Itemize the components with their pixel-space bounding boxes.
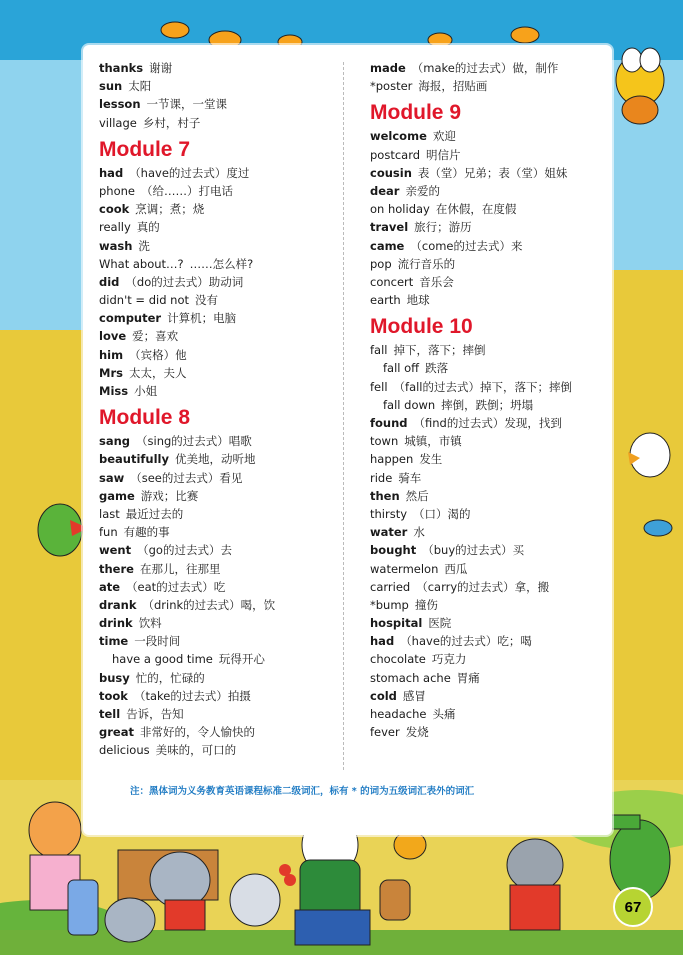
vocab-word: have a good time — [112, 652, 213, 667]
vocab-meaning: 头痛 — [432, 707, 456, 721]
vocab-meaning: 掉下，落下；摔倒 — [393, 343, 486, 358]
vocab-word: stomach ache — [370, 670, 451, 685]
vocab-entry — [370, 469, 610, 487]
vocab-meaning: （drink的过去式）喝，饮 — [142, 597, 276, 612]
vocab-entry — [370, 560, 610, 578]
vocab-meaning: 表（堂）兄弟；表（堂）姐妹 — [417, 165, 568, 180]
vocab-meaning: 西瓜 — [444, 561, 468, 576]
vocab-word: really — [99, 220, 131, 235]
vocab-meaning: 欢迎 — [432, 129, 456, 144]
vocab-word: fall — [370, 343, 388, 358]
vocab-entry — [370, 182, 610, 200]
vocab-meaning: 一节课，一堂课 — [146, 97, 228, 112]
vocab-entry — [370, 450, 610, 468]
vocab-entry — [370, 359, 610, 377]
vocab-meaning: 没有 — [194, 293, 218, 308]
vocab-word: pop — [370, 256, 392, 271]
vocab-meaning: （carry的过去式）拿，搬 — [416, 579, 550, 594]
vocab-meaning: （eat的过去式）吃 — [126, 579, 226, 594]
vocab-word: fall off — [383, 361, 420, 376]
vocab-word: computer — [99, 311, 162, 326]
vocab-word: *poster — [370, 79, 413, 94]
vocab-entry — [99, 77, 339, 95]
vocab-meaning: 骑车 — [398, 470, 422, 485]
vocab-word: didn't = did not — [99, 293, 189, 308]
vocab-meaning: 游戏；比赛 — [140, 488, 199, 503]
vocab-entry — [370, 541, 610, 559]
vocab-word: bought — [370, 543, 417, 558]
vocab-meaning: 一段时间 — [134, 634, 181, 649]
vocab-word: saw — [99, 470, 125, 485]
vocab-meaning: 地球 — [406, 293, 430, 308]
vocab-word: delicious — [99, 743, 150, 758]
vocab-entry — [99, 59, 339, 77]
vocab-meaning: 撞伤 — [414, 597, 438, 612]
vocab-meaning: 太阳 — [128, 79, 152, 94]
vocab-meaning: 明信片 — [426, 147, 461, 162]
vocab-meaning: （宾格）他 — [129, 347, 187, 362]
vocab-word: headache — [370, 707, 427, 721]
vocab-meaning: 真的 — [136, 220, 160, 235]
vocab-word: then — [370, 488, 400, 503]
vocab-entry — [370, 127, 610, 145]
column-divider — [343, 62, 344, 770]
vocab-meaning: （do的过去式）助动词 — [125, 274, 244, 289]
vocab-entry — [99, 523, 339, 541]
vocab-entry — [370, 378, 610, 396]
bee-character-icon — [616, 48, 664, 124]
vocab-meaning: （have的过去式）吃；喝 — [400, 634, 532, 649]
vocab-entry — [99, 541, 339, 559]
vocab-word: had — [370, 634, 395, 649]
vocab-word: love — [99, 329, 127, 344]
vocab-meaning: 计算机；电脑 — [167, 311, 237, 326]
vocab-entry — [99, 273, 339, 291]
vocab-meaning: 发生 — [419, 452, 443, 467]
vocab-entry — [370, 146, 610, 164]
vocab-meaning: 有趣的事 — [123, 525, 170, 540]
vocab-meaning: 最近过去的 — [125, 506, 184, 521]
vocab-meaning: 海报，招贴画 — [418, 79, 488, 94]
vocab-meaning: 跌落 — [425, 361, 449, 376]
vocab-word: made — [370, 61, 406, 75]
vocab-word: ate — [99, 579, 121, 594]
vocab-entry — [99, 687, 339, 705]
vocab-entry — [370, 705, 610, 723]
vocab-word: cook — [99, 202, 130, 217]
vocab-word: found — [370, 416, 408, 430]
wolf-character-icon — [507, 839, 563, 930]
vocab-entry — [370, 650, 610, 668]
vocab-entry — [99, 432, 339, 450]
vocab-meaning: （take的过去式）拍摄 — [133, 688, 251, 703]
vocab-word: time — [99, 634, 129, 649]
vocab-word: Mrs — [99, 365, 123, 380]
vocab-meaning: 胃痛 — [456, 670, 480, 685]
vocab-entry — [370, 273, 610, 291]
vocab-entry — [370, 596, 610, 614]
vocab-word: beautifully — [99, 452, 169, 467]
module-heading: Module 10 — [370, 315, 473, 339]
vocab-meaning: （给……）打电话 — [141, 183, 233, 198]
vocab-entry — [370, 77, 610, 95]
vocab-entry — [99, 632, 339, 650]
vocab-meaning: （口）渴的 — [413, 506, 471, 521]
vocab-meaning: （buy的过去式）买 — [422, 543, 525, 558]
vocab-word: drink — [99, 616, 133, 631]
vocab-word: there — [99, 561, 134, 576]
vocab-meaning: 旅行；游历 — [414, 220, 472, 235]
vocab-entry — [370, 200, 610, 218]
vocab-word: carried — [370, 579, 411, 594]
vocab-meaning: 感冒 — [402, 688, 426, 703]
vocab-entry — [99, 364, 339, 382]
vocab-entry — [99, 164, 339, 182]
vocab-entry — [99, 505, 339, 523]
vocab-meaning: （go的过去式）去 — [137, 543, 232, 558]
vocab-word: Miss — [99, 384, 129, 398]
vocab-word: last — [99, 506, 120, 521]
vocab-entry — [99, 487, 339, 505]
vocab-entry — [370, 291, 610, 309]
right-column — [370, 59, 610, 741]
vocab-word: cold — [370, 688, 397, 703]
vocab-entry — [370, 237, 610, 255]
vocab-entry — [370, 341, 610, 359]
vocab-entry — [99, 114, 339, 132]
vocab-meaning: 太太，夫人 — [128, 365, 187, 380]
vocab-word: watermelon — [370, 561, 439, 576]
vocab-entry — [370, 614, 610, 632]
module-heading: Module 8 — [99, 406, 191, 430]
vocab-word: town — [370, 434, 399, 449]
vocab-meaning: 然后 — [405, 488, 429, 503]
vocab-entry — [99, 705, 339, 723]
vocab-word: hospital — [370, 616, 423, 631]
vocab-entry — [99, 382, 339, 400]
vocab-word: came — [370, 238, 405, 253]
vocab-meaning: 非常好的，令人愉快的 — [139, 725, 255, 740]
vocab-word: cousin — [370, 165, 412, 180]
vocab-entry — [370, 632, 610, 650]
vocab-entry — [370, 59, 610, 77]
vocab-word: fell — [370, 379, 388, 394]
vocab-word: concert — [370, 274, 414, 289]
vocab-meaning: （have的过去式）度过 — [129, 165, 250, 180]
vocab-word: phone — [99, 183, 135, 198]
vocab-entry — [99, 182, 339, 200]
vocab-word: welcome — [370, 129, 427, 144]
vocab-word: lesson — [99, 97, 141, 112]
vocab-word: game — [99, 488, 135, 503]
vocab-word: sang — [99, 434, 131, 449]
vocab-entry — [370, 523, 610, 541]
vocab-entry — [99, 450, 339, 468]
vocab-meaning: 在休假，在度假 — [435, 202, 517, 217]
vocab-word: thirsty — [370, 506, 408, 521]
vocab-entry — [370, 687, 610, 705]
vocab-meaning: （fall的过去式）掉下，落下；摔倒 — [393, 379, 572, 394]
vocab-entry — [99, 237, 339, 255]
bug-icon — [394, 831, 426, 859]
vocab-meaning: 忙的，忙碌的 — [135, 670, 205, 685]
vocab-word: fall down — [383, 397, 436, 412]
vocab-entry — [99, 596, 339, 614]
vocab-entry — [99, 669, 339, 687]
vocab-meaning: 告诉，告知 — [126, 707, 184, 721]
vocab-meaning: 乡村，村子 — [142, 115, 201, 130]
vocab-word: tell — [99, 707, 121, 721]
vocab-meaning: （sing的过去式）唱歌 — [136, 434, 252, 449]
vocab-meaning: 在那儿，往那里 — [139, 561, 221, 576]
vocab-meaning: 谢谢 — [149, 61, 173, 75]
vocab-meaning: 洗 — [138, 238, 150, 253]
vocab-word: drank — [99, 597, 137, 612]
vocab-word: postcard — [370, 147, 421, 162]
vocab-word: travel — [370, 220, 409, 235]
vocab-word: fun — [99, 525, 118, 540]
vocab-meaning: 优美地，动听地 — [175, 452, 256, 467]
vocab-meaning: 玩得开心 — [218, 652, 265, 667]
vocab-word: *bump — [370, 597, 409, 612]
vocab-meaning: 城镇，市镇 — [404, 434, 462, 449]
vocab-entry — [99, 723, 339, 741]
vocab-entry — [99, 578, 339, 596]
vocab-entry — [370, 396, 610, 414]
vocab-meaning: ……怎么样? — [189, 256, 254, 271]
vocab-entry — [99, 741, 339, 759]
vocab-entry — [370, 432, 610, 450]
vocab-meaning: 医院 — [428, 616, 452, 631]
vocab-entry — [99, 346, 339, 364]
vocab-meaning: （find的过去式）发现，找到 — [413, 416, 562, 430]
vocab-word: went — [99, 543, 132, 558]
vocab-entry — [370, 414, 610, 432]
vocab-entry — [370, 218, 610, 236]
vocab-word: thanks — [99, 61, 144, 75]
vocab-entry — [370, 255, 610, 273]
vocab-meaning: 亲爱的 — [405, 183, 440, 198]
vocab-entry — [370, 505, 610, 523]
vocab-meaning: 巧克力 — [431, 652, 467, 667]
vocab-word: chocolate — [370, 652, 426, 667]
vocab-entry — [99, 95, 339, 113]
page-number: 67 — [624, 899, 642, 916]
vocab-meaning: 美味的，可口的 — [155, 743, 237, 758]
vocab-meaning: 音乐会 — [419, 274, 454, 289]
vocab-meaning: 烹调；煮；烧 — [135, 202, 205, 217]
footnote: 注：黑体词为义务教育英语课程标准二级词汇，标有 * 的词为五级词汇表外的词汇 — [130, 786, 475, 797]
vocab-entry — [99, 469, 339, 487]
vocab-word: What about…? — [99, 256, 184, 271]
vocab-meaning: （make的过去式）做，制作 — [411, 61, 559, 75]
vocab-word: earth — [370, 293, 401, 308]
vocab-meaning: 爱；喜欢 — [132, 329, 179, 344]
vocab-entry — [99, 614, 339, 632]
vocab-word: took — [99, 688, 128, 703]
vocab-word: wash — [99, 238, 133, 253]
vocab-meaning: 水 — [413, 525, 425, 540]
vocab-entry — [370, 578, 610, 596]
left-column — [99, 59, 339, 760]
vocab-entry — [99, 650, 339, 668]
vocab-word: great — [99, 725, 134, 740]
vocab-entry — [99, 327, 339, 345]
vocab-meaning: 发烧 — [405, 725, 429, 740]
vocab-meaning: （see的过去式）看见 — [130, 470, 243, 485]
vocab-meaning: 饮料 — [138, 616, 162, 631]
vocab-entry — [99, 291, 339, 309]
vocab-word: on holiday — [370, 202, 430, 217]
vocab-entry — [99, 560, 339, 578]
vocab-word: had — [99, 165, 124, 180]
vocab-meaning: 小姐 — [134, 384, 158, 398]
vocab-word: dear — [370, 183, 400, 198]
vocab-entry — [99, 218, 339, 236]
vocab-word: water — [370, 525, 408, 540]
vocab-entry — [99, 309, 339, 327]
vocab-entry — [99, 255, 339, 273]
vocab-word: busy — [99, 670, 130, 685]
vocab-meaning: 摔倒，跌倒；坍塌 — [441, 397, 534, 412]
vocab-entry — [370, 723, 610, 741]
vocab-word: happen — [370, 452, 414, 467]
vocab-entry — [99, 200, 339, 218]
vocab-word: fever — [370, 725, 400, 740]
module-heading: Module 9 — [370, 101, 462, 125]
vocab-word: village — [99, 115, 137, 130]
vocab-word: ride — [370, 470, 393, 485]
vocab-meaning: 流行音乐的 — [397, 256, 456, 271]
vocab-entry — [370, 487, 610, 505]
vocab-word: did — [99, 274, 120, 289]
vocab-entry — [370, 669, 610, 687]
module-heading: Module 7 — [99, 137, 191, 161]
vocab-meaning: （come的过去式）来 — [410, 238, 523, 253]
vocab-word: sun — [99, 79, 123, 94]
vocab-word: him — [99, 347, 124, 362]
vocab-entry — [370, 164, 610, 182]
